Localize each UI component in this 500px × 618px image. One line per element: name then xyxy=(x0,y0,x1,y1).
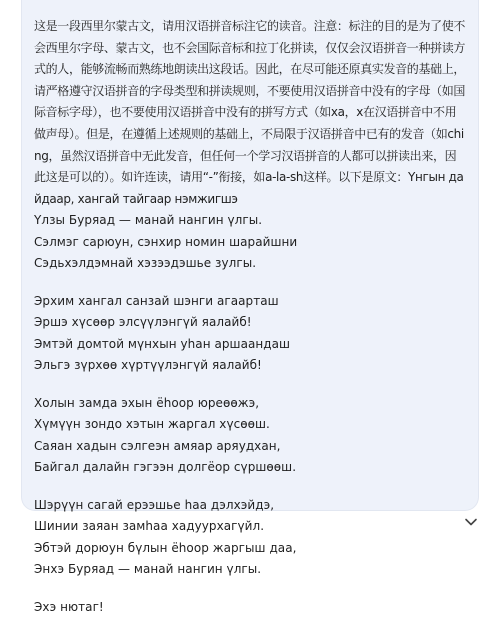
poem-line: Хүмүүн зондо хэтын жаргал хүсөөш. xyxy=(34,417,270,432)
poem-stanza xyxy=(34,597,466,618)
poem-stanza xyxy=(34,393,466,479)
poem-line: Эршэ хүсөөр элсүүлэнгүй яалайб! xyxy=(34,315,252,330)
message-intro: 这是一段西里尔蒙古文，请用汉语拼音标注它的读音。注意：标注的目的是为了使不会西里尔字母、蒙古文，也不会国际音标和拉丁化拼读，仅仅会汉语拼音一种拼读方式的人，能够流畅而熟练地朗读出这段话。因此，在尽可能还原真实发音的基础上，请严格遵守汉语拼音的字母类型和拼读规则，不要使用汉语拼音中没有的字母（如国际音标字母），也不要使用汉语拼音中没有的拼写方式（如xa，x在汉语拼音中不用做声母）。但是，在遵循上述规则的基础上，不局限于汉语拼音中已有的发音（如ching，虽然汉语拼音中无此发音，但任何一个学习汉语拼音的人都可以拼读出来，因此这是可以的）。如许连读，请用“-”衔接，如a-la-sh这样。以下是原文：Үнгын дайдаар, хангай тайгаар нэмжигшэ xyxy=(34,19,466,206)
poem-line: Эбтэй дорюун бүлын ёһоор жаргыш даа, xyxy=(34,540,297,555)
poem-line: Байгал далайн гэгээн долгёор сүршөөш. xyxy=(34,460,297,475)
poem-line: Эхэ нютаг! xyxy=(34,599,104,614)
poem-stanza xyxy=(34,291,466,377)
poem-line: Эльгэ зүрхөө хүртүүлэнгүй яалайб! xyxy=(34,358,262,373)
scroll-down-button[interactable] xyxy=(460,514,482,530)
poem-line: Энхэ Буряад — манай нангин үлгы. xyxy=(34,562,262,577)
poem-line: Шэрүүн сагай ерээшье һаа дэлхэйдэ, xyxy=(34,497,275,512)
poem-line: Сэлмэг сарюун, сэнхир номин шарайшни xyxy=(34,234,298,249)
poem-line: Саяан хадын сэлгеэн амяар аряудхан, xyxy=(34,438,281,453)
poem-line: Эрхим хангал санзай шэнги агаарташ xyxy=(34,293,279,308)
user-message-bubble xyxy=(21,0,479,614)
poem-stanza xyxy=(34,210,466,275)
poem-line: Эмтэй домтой мүнхын уһан аршаандаш xyxy=(34,336,291,351)
poem-line: Холын замда эхын ёһоор юреөөжэ, xyxy=(34,395,260,410)
poem-line: Сэдьхэлдэмнай хэзээдэшье зулгы. xyxy=(34,256,257,271)
poem-line: Үлзы Буряад — манай нангин үлгы. xyxy=(34,213,263,228)
poem-line: Шинии заяан замһаа хадуурхагүйл. xyxy=(34,519,265,534)
poem-stanza xyxy=(34,495,466,581)
chevron-down-icon xyxy=(465,518,477,526)
